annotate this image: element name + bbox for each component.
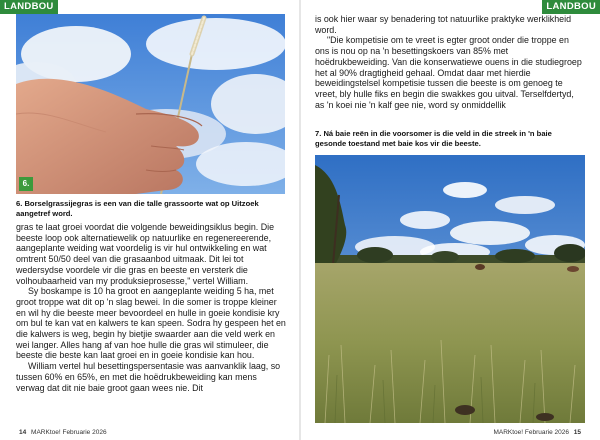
paragraph: "Die kompetisie om te vreet is egter groot onder die troppe en ons is nou op na 'n besettingskoers van 85% met hoëdrukbeweiding. Van die konserwatiewe ouens in die studiegroep het al 90% dragtigheid gehaal. Omdat daar met hierdie beweidingstelsel kompetisie tussen die beeste is om genoeg te vreet, bly hulle fiks en begin die swakkes gou uitval. Terselfdertyd, as 'n koei nie 'n kalf gee nie, word sy onmiddellik	[315, 35, 582, 110]
page-number-left: 14	[19, 429, 27, 436]
publication-title-right: MARKtoe! Februarie 2026	[493, 429, 569, 436]
photo-number-badge: 6.	[19, 177, 33, 191]
page-gutter	[299, 0, 301, 440]
caption-right: 7. Ná baie reën in die voorsomer is die veld in die streek in 'n baie gesonde toestand met baie kos vir die beeste.	[315, 129, 552, 148]
photo-grass-seedhead	[16, 14, 285, 194]
section-tag-right: LANDBOU	[542, 0, 600, 14]
page-number-right: 15	[573, 429, 581, 436]
paragraph: is ook hier waar sy benadering tot natuurlike praktyke werklikheid word.	[315, 14, 572, 35]
footer-left	[16, 428, 107, 437]
paragraph: gras te laat groei voordat die volgende beweidingsiklus begin. Die beeste loop ook alternatiewelik op natuurlike en regenereerende, aangeplante weiding wat voordelig is vir hul ontwikkeling en wat omtrent 50/50 deel van die grasaanbod uitmaak. Dit lei tot wedersydse voordele vir die gras en beeste en versterk die volhoubaarheid van my produksieprosesse," vertel William.	[16, 222, 275, 286]
publication-title-left: MARKtoe! Februarie 2026	[31, 429, 107, 436]
paragraph: William vertel hul besettingspersentasie was aanvanklik laag, so tussen 60% en 65%, en met die hoëdrukbeweiding kan mens verwag dat dit nie baie groot gaan wees nie. Dit	[16, 361, 281, 393]
grass-hand-illustration	[16, 14, 285, 194]
veld-illustration	[315, 155, 585, 423]
section-tag-left: LANDBOU	[0, 0, 58, 14]
caption-left: 6. Borselgrassijegras is een van die talle grassoorte wat op Uitzoek aangetref word.	[16, 199, 259, 218]
photo-veld-landscape	[315, 155, 585, 423]
paragraph: Sy boskampe is 10 ha groot en aangeplante weiding 5 ha, met groot troppe wat dit op 'n slag bewei. In die somer is troppe kleiner en wil hy die beeste meer bevoordeel en hulle in goeie kondisie kry om bul te kan vat en kalwers te kan speen. Sodra hy gespeen het en die kalwers is weg, begin hy bietjie swaarder aan die veld werk en wei langer. Alles hang af van hoe hulle die gras wil stimuleer, die beeste die beste kan laat groei en in goeie kondisie kan hou.	[16, 286, 286, 361]
body-text-right	[315, 14, 585, 110]
footer-right	[493, 428, 584, 437]
body-text-left	[16, 222, 286, 393]
